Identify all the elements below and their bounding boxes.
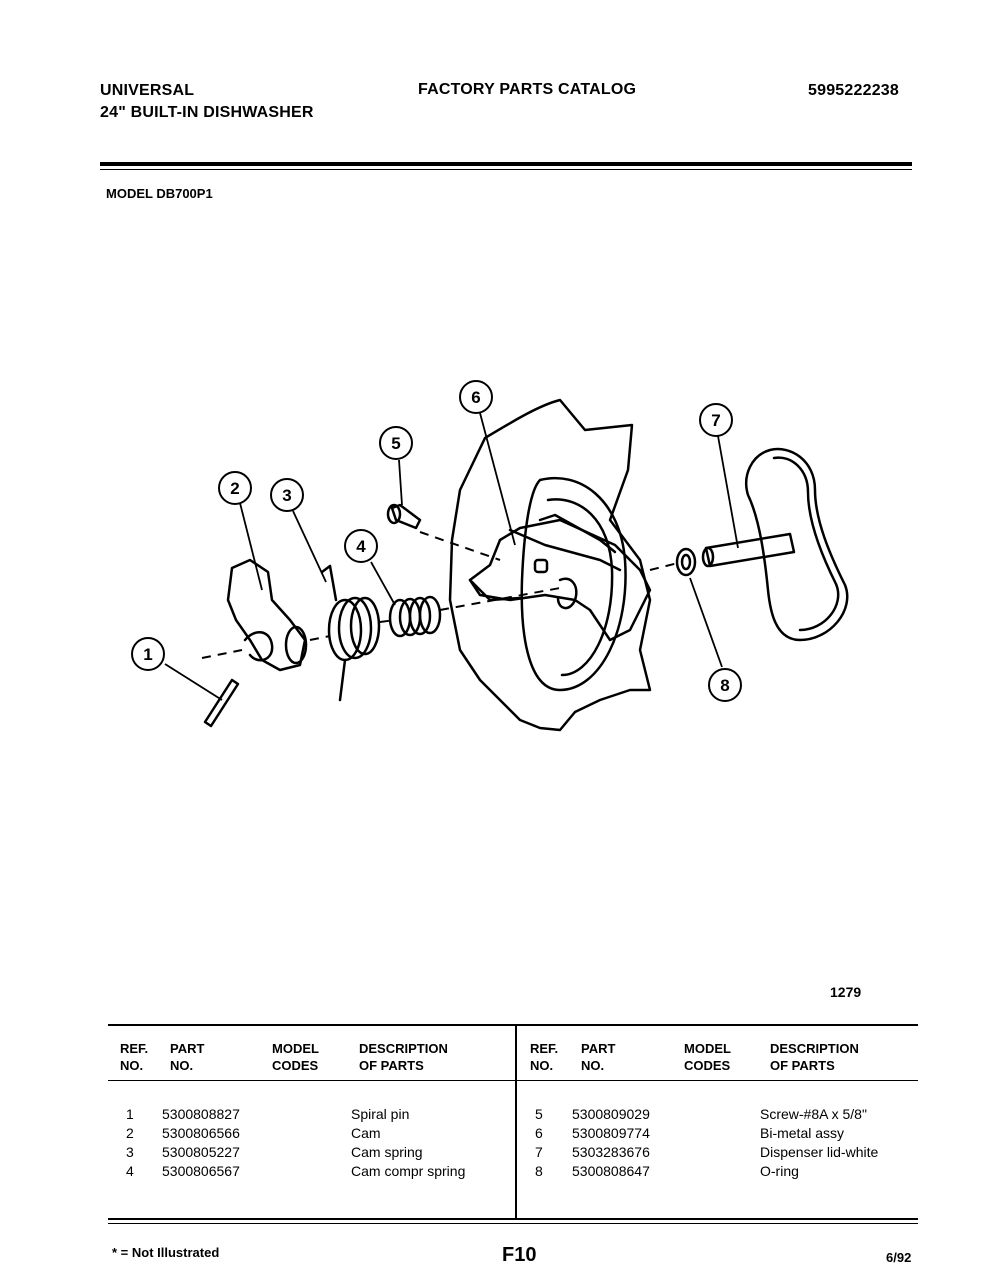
table-header-rule xyxy=(108,1080,918,1081)
brand-name: UNIVERSAL xyxy=(100,82,195,99)
table-divider xyxy=(515,1024,517,1220)
callout-2: 2 xyxy=(230,479,240,498)
screw xyxy=(392,505,420,528)
page-number: F10 xyxy=(502,1244,537,1266)
right-header-part: PART NO. xyxy=(581,1041,616,1073)
callout-1: 1 xyxy=(143,645,153,664)
not-illustrated-note: * = Not Illustrated xyxy=(112,1245,220,1260)
callout-6: 6 xyxy=(471,388,481,407)
left-header-part: PART NO. xyxy=(170,1041,205,1073)
lid-shaft xyxy=(706,534,794,566)
door-panel-outline xyxy=(450,400,650,730)
table-bottom-rule-thin xyxy=(108,1223,918,1224)
o-ring xyxy=(677,549,695,575)
callout-8: 8 xyxy=(720,676,730,695)
table-bottom-rule xyxy=(108,1218,918,1220)
callout-4: 4 xyxy=(356,537,366,556)
callout-7: 7 xyxy=(711,411,721,430)
right-header-desc: DESCRIPTION OF PARTS xyxy=(770,1041,859,1073)
product-name: 24" BUILT-IN DISHWASHER xyxy=(100,104,314,121)
callout-5: 5 xyxy=(391,434,401,453)
right-header-ref: REF. NO. xyxy=(530,1041,559,1073)
cam-spring xyxy=(322,566,379,700)
left-header-desc: DESCRIPTION OF PARTS xyxy=(359,1041,448,1073)
cam xyxy=(228,560,305,670)
model-label: MODEL DB700P1 xyxy=(106,186,213,201)
left-header-model: MODEL CODES xyxy=(272,1041,319,1073)
revision-date: 6/92 xyxy=(886,1250,912,1265)
figure-code: 1279 xyxy=(830,984,862,1000)
right-header-model: MODEL CODES xyxy=(684,1041,731,1073)
table-top-rule xyxy=(108,1024,918,1026)
left-header-ref: REF. NO. xyxy=(120,1041,149,1073)
spiral-pin xyxy=(205,680,238,726)
callout-3: 3 xyxy=(282,486,292,505)
catalog-title: FACTORY PARTS CATALOG xyxy=(418,81,637,98)
cam-compression-spring xyxy=(390,597,440,636)
catalog-number: 5995222238 xyxy=(808,82,899,99)
